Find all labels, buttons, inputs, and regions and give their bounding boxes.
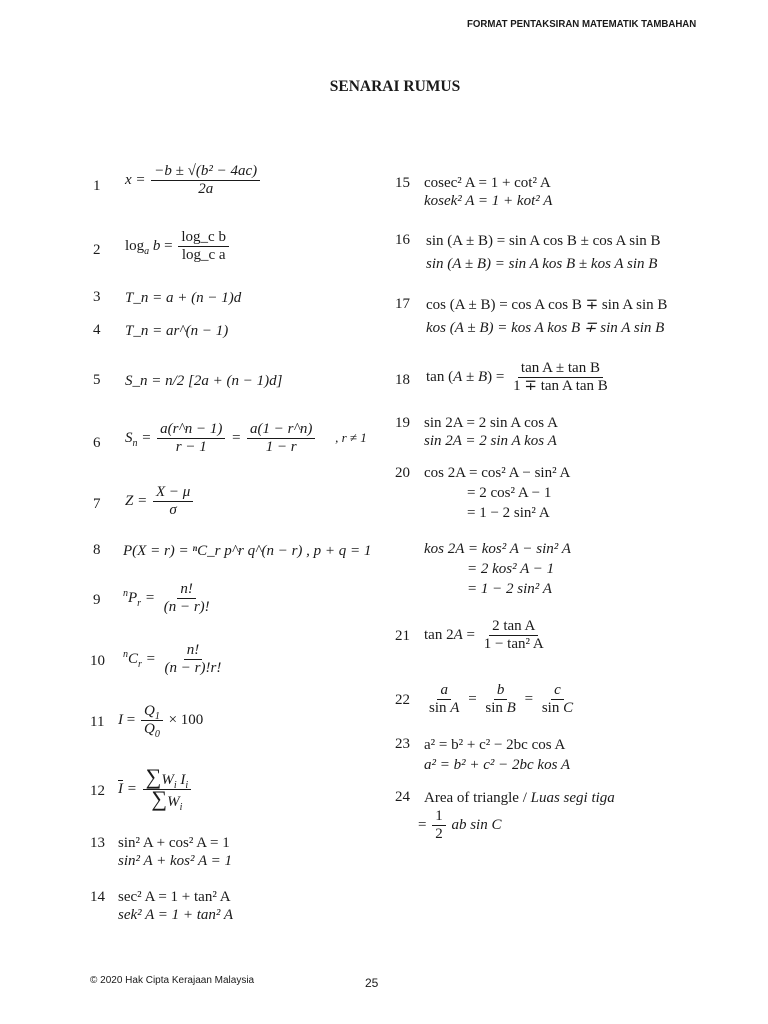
formula-number-5: 5 <box>93 372 101 388</box>
formula-1: x = $\frac{\text{−b ± √(b² − 4ac)}}{2a}$ <box>125 163 262 198</box>
formula-12: $\overline{I}$ = $\frac{\sum W_i I_i}{\sum W_i}$ <box>118 768 193 811</box>
formula-21: tan 2A = $\frac{\text{2 tan A}}{\text{1 − tan² A}}$ <box>424 618 544 652</box>
formula-number-11: 11 <box>90 714 105 730</box>
formula-number-4: 4 <box>93 322 101 338</box>
formula-19: sin 2A = 2 sin A cos A sin 2A = 2 sin A kos A <box>424 415 558 449</box>
formula-number-20: 20 <box>395 465 410 481</box>
formula-number-16: 16 <box>395 232 410 248</box>
formula-7: Z = $\frac{X - \mu}{\sigma}$ <box>125 484 195 519</box>
page-title: SENARAI RUMUS <box>329 78 461 95</box>
formula-24-expression: = $\frac{1}{2}$ ab sin C <box>418 808 502 842</box>
formula-number-19: 19 <box>395 415 410 431</box>
formula-17: cos (A ± B) = cos A cos B ∓ sin A sin B kos (A ± B) = kos A kos B ∓ sin A sin B <box>426 297 668 336</box>
formula-23: a² = b² + c² − 2bc cos A a² = b² + c² − 2bc kos A <box>424 737 571 773</box>
formula-number-15: 15 <box>395 175 410 191</box>
formula-11: I = $\frac{Q_1}{Q_0}$ × 100 <box>118 703 204 740</box>
formula-24: Area of triangle / Luas segi tiga <box>424 790 615 806</box>
formula-number-22: 22 <box>395 692 410 708</box>
formula-8: P(X = r) = ⁿC_r p^r q^(n − r) , p + q = 1 <box>123 543 372 559</box>
formula-number-10: 10 <box>90 653 105 669</box>
formula-14: sec² A = 1 + tan² A sek² A = 1 + tan² A <box>118 889 234 923</box>
formula-22: $\frac{a}{\text{sin A}}$ = $\frac{b}{\text{sin B}}$ = $\frac{c}{\text{sin C}}$ <box>429 682 574 716</box>
formula-3: T_n = a + (n − 1)d <box>125 290 242 306</box>
formula-number-12: 12 <box>90 783 105 799</box>
formula-13: sin² A + cos² A = 1 sin² A + kos² A = 1 <box>118 835 232 869</box>
formula-18: tan (A ± B) = $\frac{\text{tan A ± tan B}}{\text{1 ∓ tan A tan B}}$ <box>426 360 608 394</box>
formula-number-2: 2 <box>93 242 101 258</box>
formula-5: S_n = n/2 [2a + (n − 1)d] <box>125 373 283 389</box>
formula-6: $S_n$ = $\frac{a(r\^{}n - 1)}{r - 1}$ = $\frac{a(1 - r\^{}n)}{1 - r}$ , r ≠ 1 <box>125 421 367 455</box>
formula-number-6: 6 <box>93 435 101 451</box>
formula-number-8: 8 <box>93 542 101 558</box>
formula-number-7: 7 <box>93 496 101 512</box>
formula-number-18: 18 <box>395 372 410 388</box>
formula-number-23: 23 <box>395 736 410 752</box>
page-header: FORMAT PENTAKSIRAN MATEMATIK TAMBAHAN <box>466 18 696 30</box>
formula-9: $^nP_r$ = $\frac{n!}{(n - r)!}$ <box>123 581 210 615</box>
formula-number-21: 21 <box>395 628 410 644</box>
formula-number-1: 1 <box>93 178 101 194</box>
formula-15: cosec² A = 1 + cot² A kosek² A = 1 + kot² A <box>424 175 553 209</box>
formula-number-14: 14 <box>90 889 105 905</box>
formula-10: $^nC_r$ = $\frac{n!}{(n - r)!r!}$ <box>123 642 222 676</box>
page-number: 25 <box>365 976 379 990</box>
formula-number-24: 24 <box>395 789 410 805</box>
formula-number-17: 17 <box>395 296 410 312</box>
formula-20: cos 2A = cos² A − sin² A = 2 cos² A − 1 = 1 − 2 sin² A <box>424 465 571 521</box>
formula-20-malay: kos 2A = kos² A − sin² A = 2 kos² A − 1 = 1 − 2 sin² A <box>424 541 571 597</box>
formula-number-13: 13 <box>90 835 105 851</box>
formula-2: $\log_a b$ = $\frac{\text{log\_c b}}{\text{log\_c a}}$ <box>125 229 231 264</box>
formula-number-9: 9 <box>93 592 101 608</box>
footer-copyright: © 2020 Hak Cipta Kerajaan Malaysia <box>90 975 255 986</box>
formula-4: T_n = ar^(n − 1) <box>125 323 229 339</box>
formula-number-3: 3 <box>93 289 101 305</box>
formula-16: sin (A ± B) = sin A cos B ± cos A sin B sin (A ± B) = sin A kos B ± kos A sin B <box>426 233 661 272</box>
